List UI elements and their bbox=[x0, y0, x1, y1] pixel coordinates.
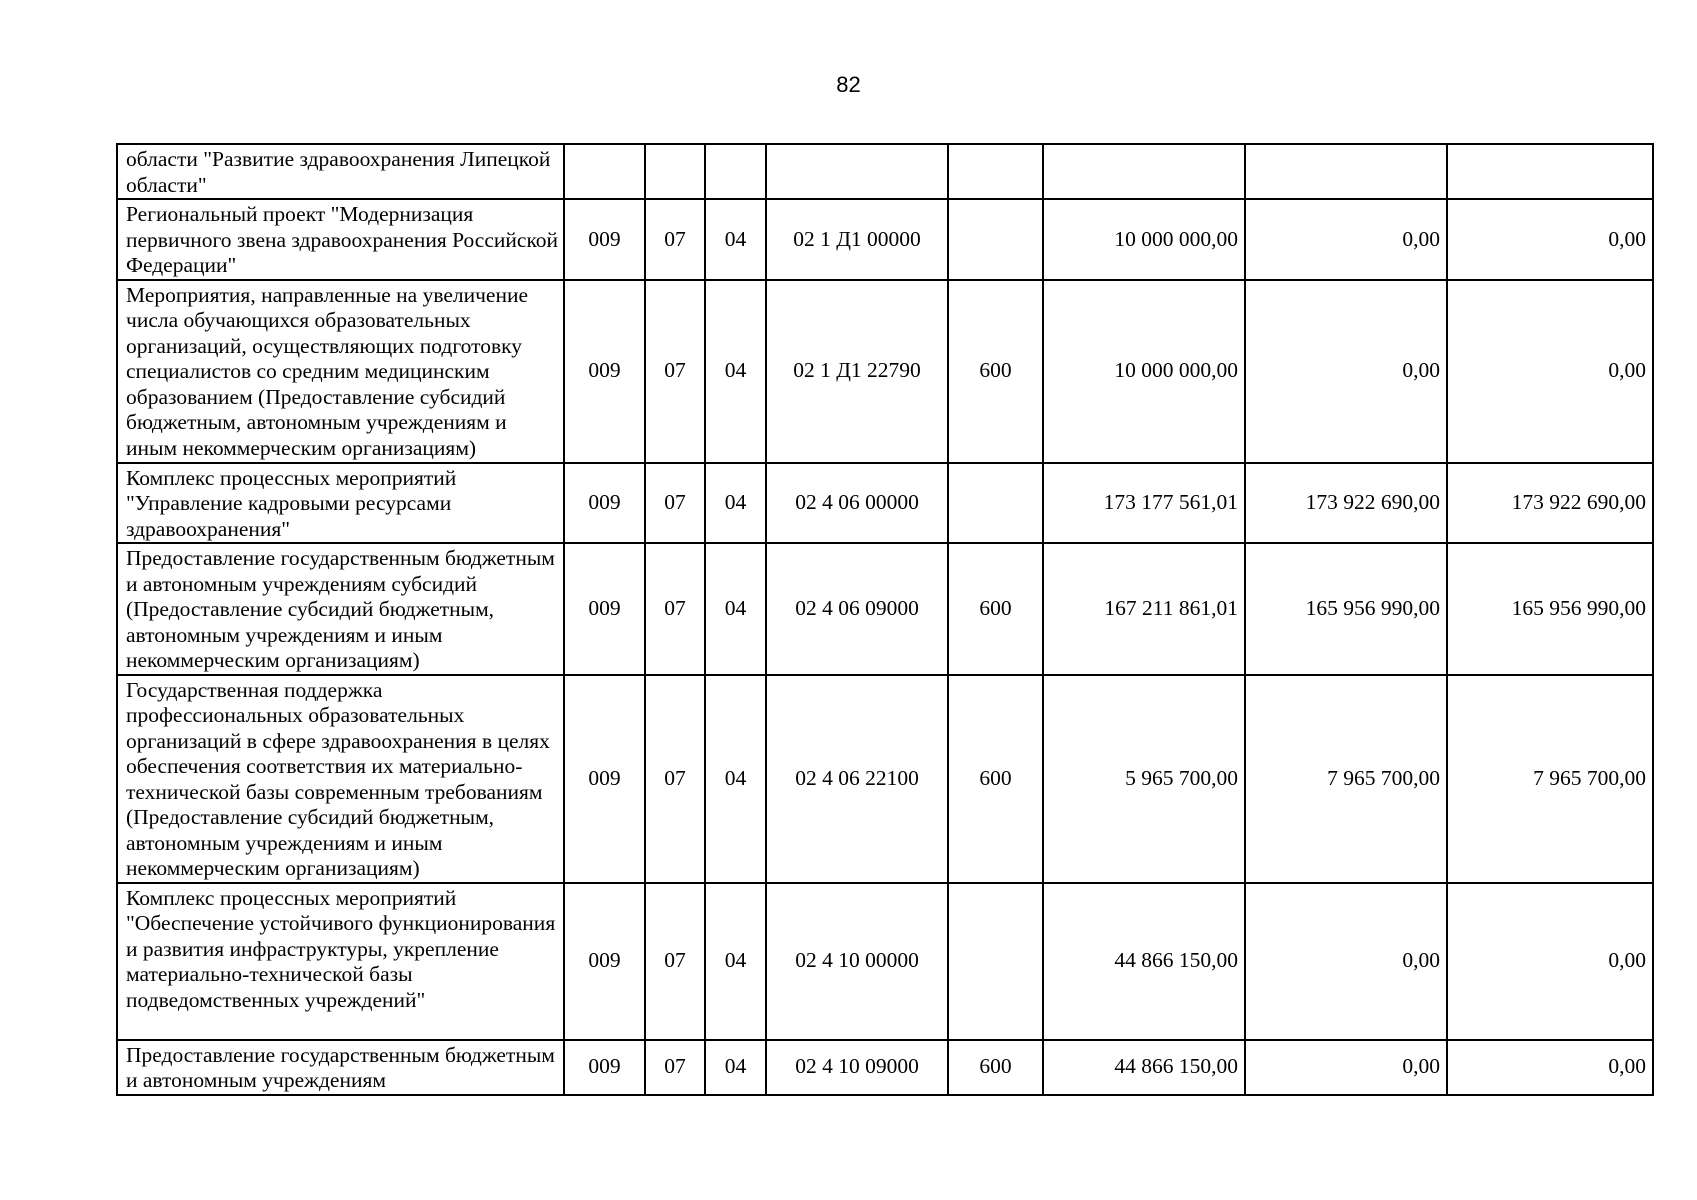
amount-year3-cell: 0,00 bbox=[1447, 883, 1653, 1040]
subsection-cell: 04 bbox=[705, 280, 766, 463]
amount-year2-cell: 0,00 bbox=[1245, 1040, 1447, 1095]
target-article-cell: 02 1 Д1 22790 bbox=[766, 280, 948, 463]
subsection-cell: 04 bbox=[705, 543, 766, 675]
amount-year3-cell: 0,00 bbox=[1447, 199, 1653, 280]
amount-year1-cell: 167 211 861,01 bbox=[1043, 543, 1245, 675]
amount-year2-cell: 173 922 690,00 bbox=[1245, 463, 1447, 544]
amount-year2-cell: 165 956 990,00 bbox=[1245, 543, 1447, 675]
subsection-cell bbox=[705, 144, 766, 199]
page-number: 82 bbox=[836, 72, 861, 97]
target-article-cell: 02 4 06 09000 bbox=[766, 543, 948, 675]
amount-year3-cell: 173 922 690,00 bbox=[1447, 463, 1653, 544]
table-row bbox=[117, 144, 1653, 199]
amount-year1-cell: 5 965 700,00 bbox=[1043, 675, 1245, 883]
grbs-cell: 009 bbox=[564, 675, 645, 883]
amount-year1-cell: 44 866 150,00 bbox=[1043, 883, 1245, 1040]
row-name-cell: области "Развитие здравоохранения Липецкой области" bbox=[117, 144, 564, 199]
table-row bbox=[117, 463, 1653, 544]
amount-year3-cell: 7 965 700,00 bbox=[1447, 675, 1653, 883]
amount-year2-cell: 7 965 700,00 bbox=[1245, 675, 1447, 883]
subsection-cell: 04 bbox=[705, 883, 766, 1040]
grbs-cell: 009 bbox=[564, 463, 645, 544]
grbs-cell: 009 bbox=[564, 543, 645, 675]
amount-year2-cell: 0,00 bbox=[1245, 199, 1447, 280]
amount-year2-cell bbox=[1245, 144, 1447, 199]
expense-type-cell bbox=[948, 144, 1043, 199]
amount-year1-cell: 10 000 000,00 bbox=[1043, 199, 1245, 280]
row-name-cell: Региональный проект "Модернизация первичного звена здравоохранения Российской Федерации" bbox=[117, 199, 564, 280]
amount-year1-cell bbox=[1043, 144, 1245, 199]
section-cell: 07 bbox=[645, 883, 705, 1040]
section-cell: 07 bbox=[645, 675, 705, 883]
expense-type-cell bbox=[948, 883, 1043, 1040]
row-name-cell: Государственная поддержка профессиональных образовательных организаций в сфере здравоохранения в целях обеспечения соответствия их материально-технической базы современным требованиям (Предоставление субсидий бюджетным, автономным учреждениям и иным некоммерческим организациям) bbox=[117, 675, 564, 883]
grbs-cell bbox=[564, 144, 645, 199]
expense-type-cell: 600 bbox=[948, 280, 1043, 463]
amount-year1-cell: 10 000 000,00 bbox=[1043, 280, 1245, 463]
expense-type-cell: 600 bbox=[948, 1040, 1043, 1095]
section-cell: 07 bbox=[645, 1040, 705, 1095]
table-row bbox=[117, 543, 1653, 675]
grbs-cell: 009 bbox=[564, 1040, 645, 1095]
row-name-cell: Мероприятия, направленные на увеличение числа обучающихся образовательных организаций, осуществляющих подготовку специалистов со средним медицинским образованием (Предоставление субсидий бюджетным, автономным учреждениям и иным некоммерческим организациям) bbox=[117, 280, 564, 463]
grbs-cell: 009 bbox=[564, 280, 645, 463]
expense-type-cell: 600 bbox=[948, 675, 1043, 883]
expense-type-cell bbox=[948, 463, 1043, 544]
target-article-cell: 02 4 10 09000 bbox=[766, 1040, 948, 1095]
section-cell: 07 bbox=[645, 543, 705, 675]
amount-year1-cell: 173 177 561,01 bbox=[1043, 463, 1245, 544]
amount-year2-cell: 0,00 bbox=[1245, 280, 1447, 463]
budget-table bbox=[116, 143, 1654, 1096]
table-row bbox=[117, 1040, 1653, 1095]
grbs-cell: 009 bbox=[564, 199, 645, 280]
section-cell: 07 bbox=[645, 199, 705, 280]
row-name-cell: Комплекс процессных мероприятий "Управление кадровыми ресурсами здравоохранения" bbox=[117, 463, 564, 544]
row-name-cell: Предоставление государственным бюджетным и автономным учреждениям bbox=[117, 1040, 564, 1095]
section-cell: 07 bbox=[645, 280, 705, 463]
table-row bbox=[117, 199, 1653, 280]
table-row bbox=[117, 675, 1653, 883]
amount-year3-cell bbox=[1447, 144, 1653, 199]
subsection-cell: 04 bbox=[705, 463, 766, 544]
row-name-cell: Комплекс процессных мероприятий "Обеспечение устойчивого функционирования и развития инфраструктуры, укрепление материально-технической базы подведомственных учреждений" bbox=[117, 883, 564, 1040]
subsection-cell: 04 bbox=[705, 675, 766, 883]
target-article-cell: 02 4 06 00000 bbox=[766, 463, 948, 544]
amount-year2-cell: 0,00 bbox=[1245, 883, 1447, 1040]
section-cell: 07 bbox=[645, 463, 705, 544]
target-article-cell: 02 1 Д1 00000 bbox=[766, 199, 948, 280]
target-article-cell: 02 4 06 22100 bbox=[766, 675, 948, 883]
target-article-cell: 02 4 10 00000 bbox=[766, 883, 948, 1040]
row-name-cell: Предоставление государственным бюджетным и автономным учреждениям субсидий (Предоставление субсидий бюджетным, автономным учреждениям и иным некоммерческим организациям) bbox=[117, 543, 564, 675]
grbs-cell: 009 bbox=[564, 883, 645, 1040]
amount-year3-cell: 0,00 bbox=[1447, 1040, 1653, 1095]
expense-type-cell: 600 bbox=[948, 543, 1043, 675]
subsection-cell: 04 bbox=[705, 199, 766, 280]
expense-type-cell bbox=[948, 199, 1043, 280]
table-row bbox=[117, 883, 1653, 1040]
amount-year3-cell: 0,00 bbox=[1447, 280, 1653, 463]
target-article-cell bbox=[766, 144, 948, 199]
amount-year1-cell: 44 866 150,00 bbox=[1043, 1040, 1245, 1095]
table-row bbox=[117, 280, 1653, 463]
amount-year3-cell: 165 956 990,00 bbox=[1447, 543, 1653, 675]
section-cell bbox=[645, 144, 705, 199]
subsection-cell: 04 bbox=[705, 1040, 766, 1095]
